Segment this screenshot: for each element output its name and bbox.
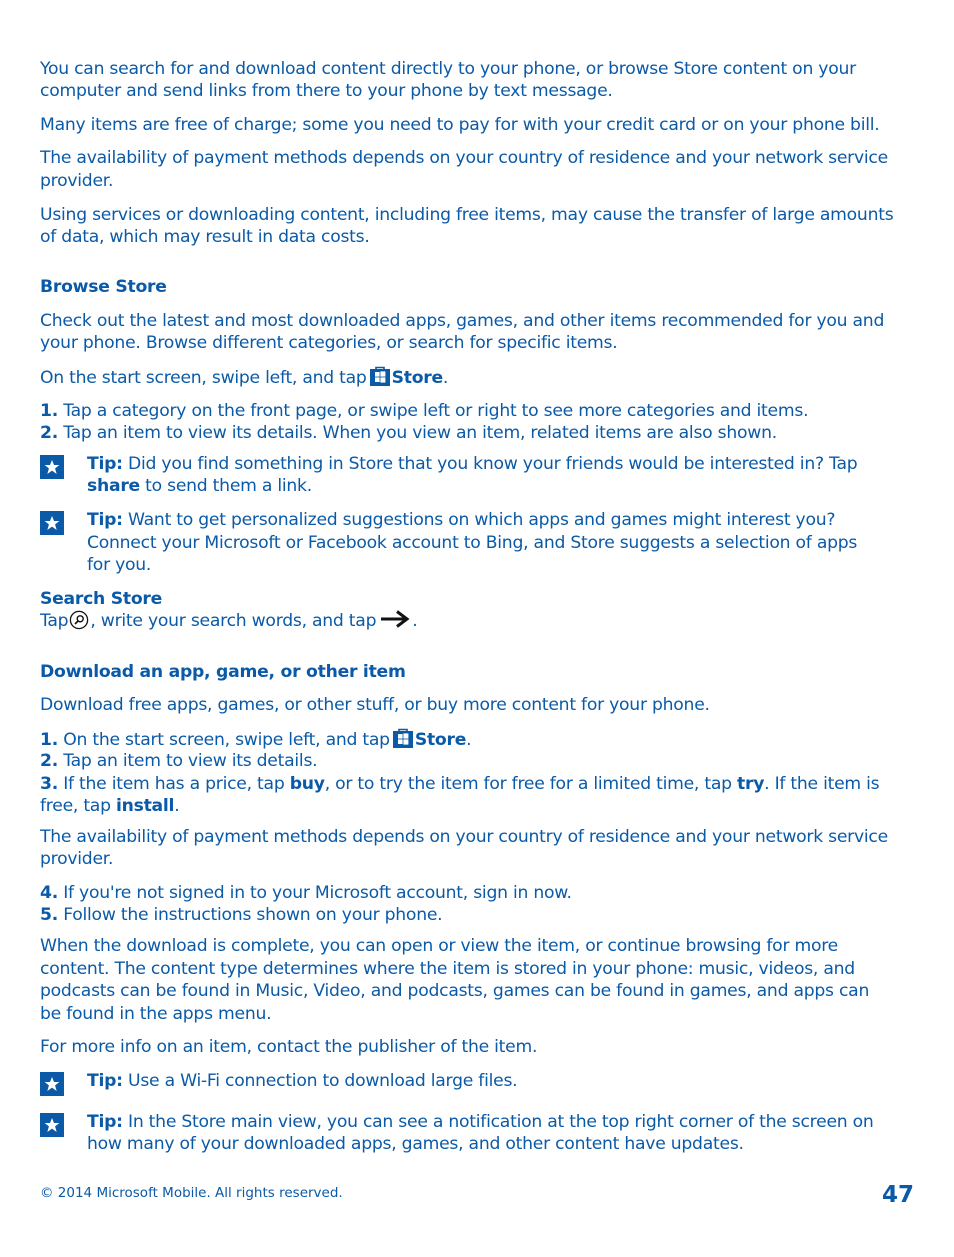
step-text: Tap an item to view its details. — [58, 751, 318, 771]
page-number: 47 — [881, 1182, 914, 1208]
intro-paragraph-1-line-1: You can search for and download content directly to your phone, or browse Store content on your — [40, 59, 856, 79]
download-step-2 — [40, 750, 317, 773]
download-step-3-line-2 — [40, 795, 179, 818]
tip-1-line-1 — [87, 453, 857, 476]
share-label: share — [87, 476, 140, 496]
browse-start-text: On the start screen, swipe left, and tap — [40, 368, 367, 388]
store-link-label: Store — [414, 730, 467, 750]
tip-label: Tip: — [87, 1071, 123, 1091]
search-icon — [69, 610, 89, 630]
store-link-label: Store — [391, 368, 443, 388]
step-text: On the start screen, swipe left, and tap — [58, 730, 390, 750]
step-period: . — [466, 730, 472, 750]
store-icon — [370, 366, 390, 386]
tip-1-line-2 — [87, 475, 312, 498]
search-text-b: , write your search words, and tap — [90, 611, 377, 631]
browse-start-instruction — [40, 366, 448, 390]
download-step-3-line-1 — [40, 773, 879, 796]
tip-label: Tip: — [87, 454, 123, 474]
download-step-5 — [40, 904, 442, 927]
browse-paragraph-line-2: your phone. Browse different categories, or search for specific items. — [40, 333, 618, 353]
try-label: try — [737, 774, 765, 794]
download-paragraph: Download free apps, games, or other stuff, or buy more content for your phone. — [40, 695, 710, 715]
step-text: free, tap — [40, 796, 116, 816]
store-icon — [393, 728, 413, 748]
download-complete-line-4: be found in the apps menu. — [40, 1004, 272, 1024]
step-text: Tap a category on the front page, or swipe left or right to see more categories and items. — [58, 401, 809, 421]
step-text: . — [174, 796, 180, 816]
search-text-a: Tap — [40, 611, 69, 631]
star-icon — [40, 1072, 64, 1096]
browse-store-heading: Browse Store — [40, 277, 167, 297]
step-number: 3. — [40, 774, 58, 794]
search-text-c: . — [412, 611, 418, 631]
availability-line-1: The availability of payment methods depends on your country of residence and your network service — [40, 827, 888, 847]
tip-2-line-2: Connect your Microsoft or Facebook account to Bing, and Store suggests a selection of apps — [87, 533, 858, 553]
tip-text: Want to get personalized suggestions on which apps and games might interest you? — [122, 510, 836, 530]
tip-4-line-2: how many of your downloaded apps, games, and other content have updates. — [87, 1134, 744, 1154]
step-number: 2. — [40, 423, 58, 443]
browse-step-1 — [40, 400, 808, 423]
step-number: 5. — [40, 905, 58, 925]
intro-paragraph-1-line-2: computer and send links from there to your phone by text message. — [40, 81, 613, 101]
download-complete-line-1: When the download is complete, you can open or view the item, or continue browsing for more — [40, 936, 838, 956]
intro-paragraph-3-line-2: provider. — [40, 171, 114, 191]
intro-paragraph-4-line-1: Using services or downloading content, including free items, may cause the transfer of large amounts — [40, 205, 894, 225]
browse-step-2 — [40, 422, 777, 445]
copyright-notice: © 2014 Microsoft Mobile. All rights reserved. — [40, 1185, 343, 1201]
availability-line-2: provider. — [40, 849, 114, 869]
install-label: install — [115, 796, 175, 816]
step-number: 2. — [40, 751, 58, 771]
step-text: . If the item is — [764, 774, 880, 794]
star-icon — [40, 455, 64, 479]
tip-2-line-1 — [87, 509, 835, 532]
arrow-right-icon — [380, 610, 410, 628]
tip-text: Use a Wi-Fi connection to download large files. — [122, 1071, 518, 1091]
browse-paragraph-line-1: Check out the latest and most downloaded apps, games, and other items recommended for you and — [40, 311, 885, 331]
intro-paragraph-2: Many items are free of charge; some you need to pay for with your credit card or on your phone bill. — [40, 115, 880, 135]
step-number: 1. — [40, 730, 58, 750]
tip-2-line-3: for you. — [87, 555, 152, 575]
download-complete-line-2: content. The content type determines where the item is stored in your phone: music, videos, and — [40, 959, 855, 979]
search-instruction — [40, 610, 417, 633]
step-text: , or to try the item for free for a limited time, tap — [324, 774, 737, 794]
more-info-line: For more info on an item, contact the publisher of the item. — [40, 1037, 538, 1057]
step-text: If the item has a price, tap — [58, 774, 290, 794]
step-number: 4. — [40, 883, 58, 903]
star-icon — [40, 511, 64, 535]
step-text: If you're not signed in to your Microsoft account, sign in now. — [58, 883, 572, 903]
tip-label: Tip: — [87, 1112, 123, 1132]
intro-paragraph-3-line-1: The availability of payment methods depends on your country of residence and your network service — [40, 148, 888, 168]
step-number: 1. — [40, 401, 58, 421]
download-step-4 — [40, 882, 572, 905]
tip-text: Did you find something in Store that you know your friends would be interested in? Tap — [122, 454, 858, 474]
download-step-1 — [40, 728, 471, 752]
tip-label: Tip: — [87, 510, 123, 530]
step-text: Follow the instructions shown on your phone. — [58, 905, 443, 925]
intro-paragraph-4-line-2: of data, which may result in data costs. — [40, 227, 370, 247]
download-complete-line-3: podcasts can be found in Music, Video, and podcasts, games can be found in games, and apps can — [40, 981, 870, 1001]
tip-text: In the Store main view, you can see a notification at the top right corner of the screen on — [122, 1112, 874, 1132]
browse-start-period: . — [442, 368, 449, 388]
buy-label: buy — [289, 774, 325, 794]
star-icon — [40, 1113, 64, 1137]
tip-4-line-1 — [87, 1111, 874, 1134]
tip-text: to send them a link. — [139, 476, 312, 496]
search-store-heading: Search Store — [40, 589, 163, 609]
download-heading: Download an app, game, or other item — [40, 662, 406, 682]
step-text: Tap an item to view its details. When you view an item, related items are also shown. — [58, 423, 777, 443]
tip-3-line-1 — [87, 1070, 517, 1093]
